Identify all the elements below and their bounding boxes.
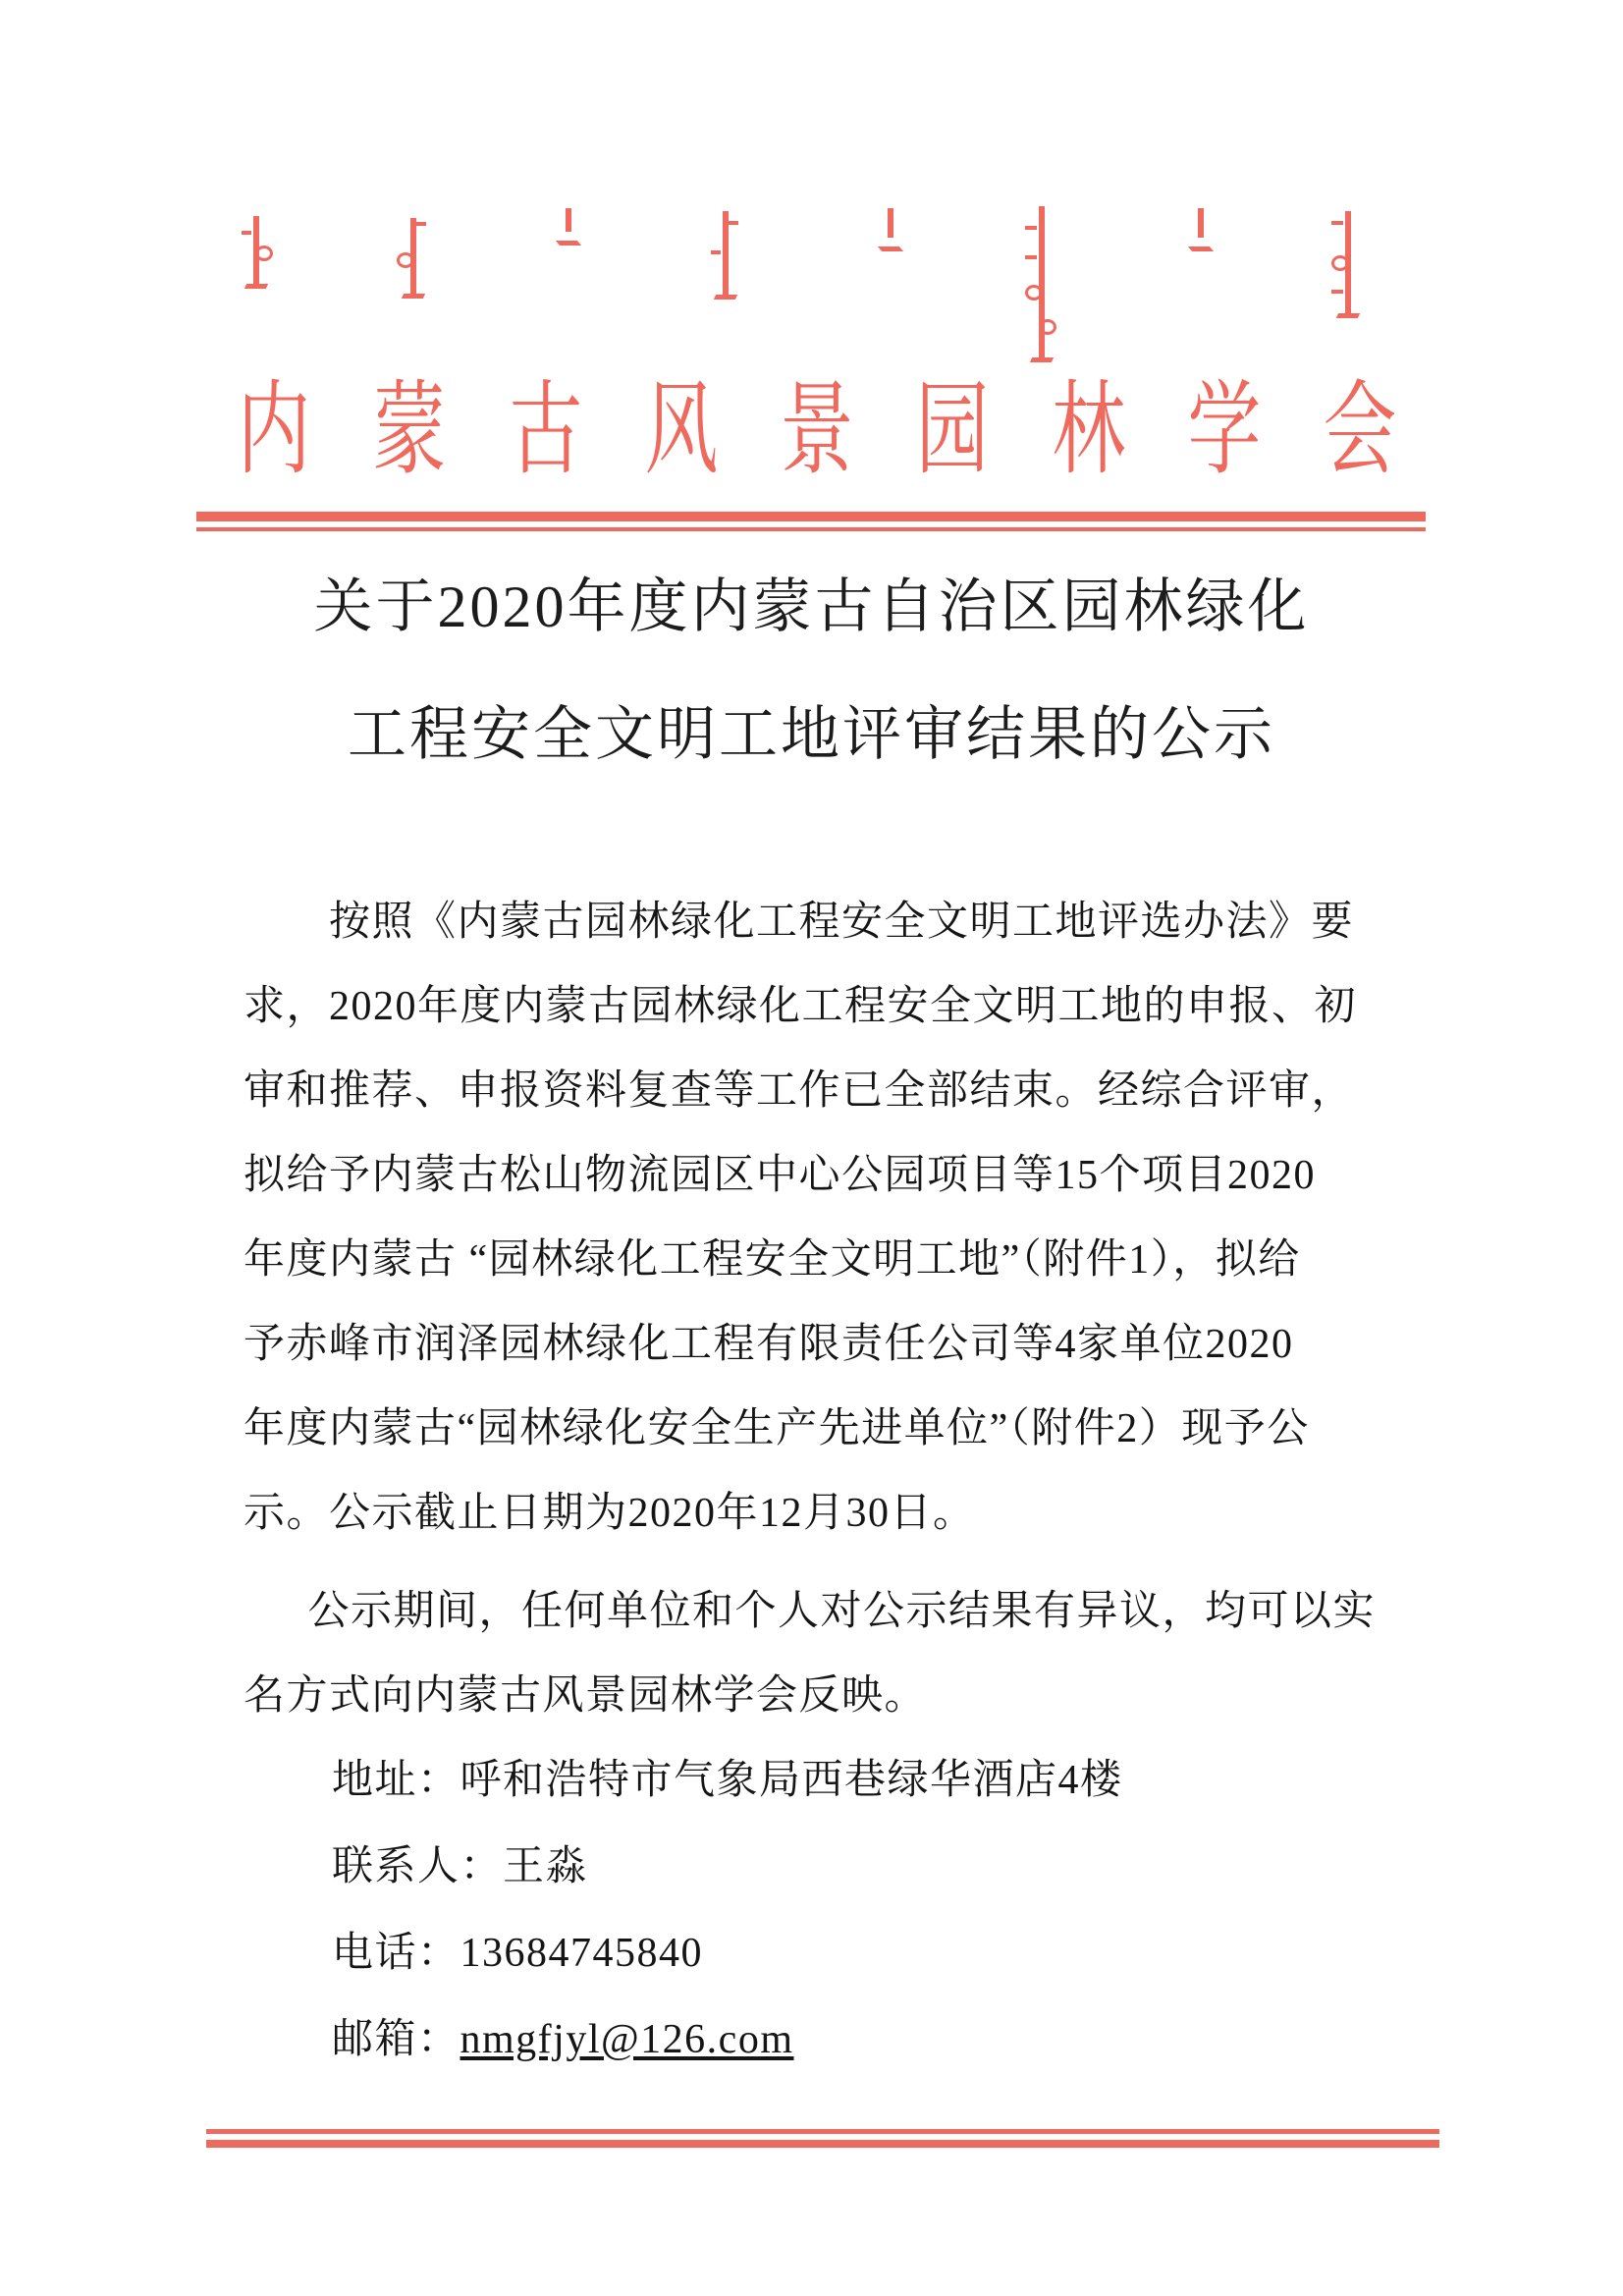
contact-person-label: 联系人： xyxy=(332,1844,504,1889)
address-line xyxy=(332,1760,1461,1801)
email-label: 邮箱： xyxy=(332,2017,460,2062)
mongolian-word-2 xyxy=(403,218,424,295)
address-value: 呼和浩特市气象局西巷绿华酒店4楼 xyxy=(460,1758,1123,1803)
header-rule-thick xyxy=(196,512,1426,521)
org-name-char: 会 xyxy=(1323,369,1397,489)
mongolian-word-6 xyxy=(1031,206,1053,358)
body-line: 年度内蒙古 “园林绿化工程安全文明工地”（附件1），拟给 xyxy=(243,1237,1301,1283)
footer-rule-thin xyxy=(206,2129,1439,2134)
mongolian-word-5 xyxy=(880,208,901,247)
body-line: 公示期间，任何单位和个人对公示结果有异议，均可以实 xyxy=(265,1589,1377,1634)
org-name-char: 景 xyxy=(780,369,854,489)
phone-value: 13684745840 xyxy=(460,1931,704,1976)
org-name-char: 内 xyxy=(237,369,311,489)
email-link[interactable]: nmgfjyl@126.com xyxy=(460,2017,794,2062)
body-line: 年度内蒙古“园林绿化安全生产先进单位”（附件2）现予公 xyxy=(243,1406,1310,1451)
body-line: 予赤峰市润泽园林绿化工程有限责任公司等4家单位2020 xyxy=(243,1322,1294,1367)
body-line: 示。公示截止日期为2020年12月30日。 xyxy=(243,1491,976,1536)
org-name-char: 学 xyxy=(1187,369,1262,489)
org-name-char: 蒙 xyxy=(372,369,447,489)
address-label: 地址： xyxy=(332,1758,460,1803)
mongolian-word-7 xyxy=(1190,208,1212,247)
org-name-char: 古 xyxy=(509,369,582,489)
org-name-char: 林 xyxy=(1052,369,1125,489)
phone-line xyxy=(332,1933,1461,1974)
footer-rule-thick xyxy=(206,2140,1439,2148)
mongolian-word-1 xyxy=(245,216,267,285)
mongolian-word-8 xyxy=(1337,211,1359,314)
mongolian-word-3 xyxy=(558,208,579,242)
body-line: 拟给予内蒙古松山物流园区中心公园项目等15个项目2020 xyxy=(243,1153,1317,1198)
body-line: 审和推荐、申报资料复查等工作已全部结束。经综合评审， xyxy=(243,1068,1355,1114)
mongolian-word-4 xyxy=(715,211,736,296)
organization-name xyxy=(208,365,1426,493)
body-line: 名方式向内蒙古风景园林学会反映。 xyxy=(243,1673,928,1719)
body-line: 按照《内蒙古园林绿化工程安全文明工地评选办法》要 xyxy=(243,900,1355,945)
document-title-line-2: 工程安全文明工地评审结果的公示 xyxy=(348,702,1275,767)
header-rule-thin xyxy=(196,527,1426,531)
org-name-char: 园 xyxy=(915,369,990,489)
org-name-char: 风 xyxy=(644,369,719,489)
phone-label: 电话： xyxy=(332,1931,460,1976)
body-line: 求，2020年度内蒙古园林绿化工程安全文明工地的申报、初 xyxy=(243,984,1358,1029)
email-line xyxy=(332,2019,1461,2060)
contact-person-value: 王淼 xyxy=(503,1844,589,1889)
contact-person-line xyxy=(332,1846,1461,1887)
document-title-line-1: 关于2020年度内蒙古自治区园林绿化 xyxy=(313,574,1310,639)
